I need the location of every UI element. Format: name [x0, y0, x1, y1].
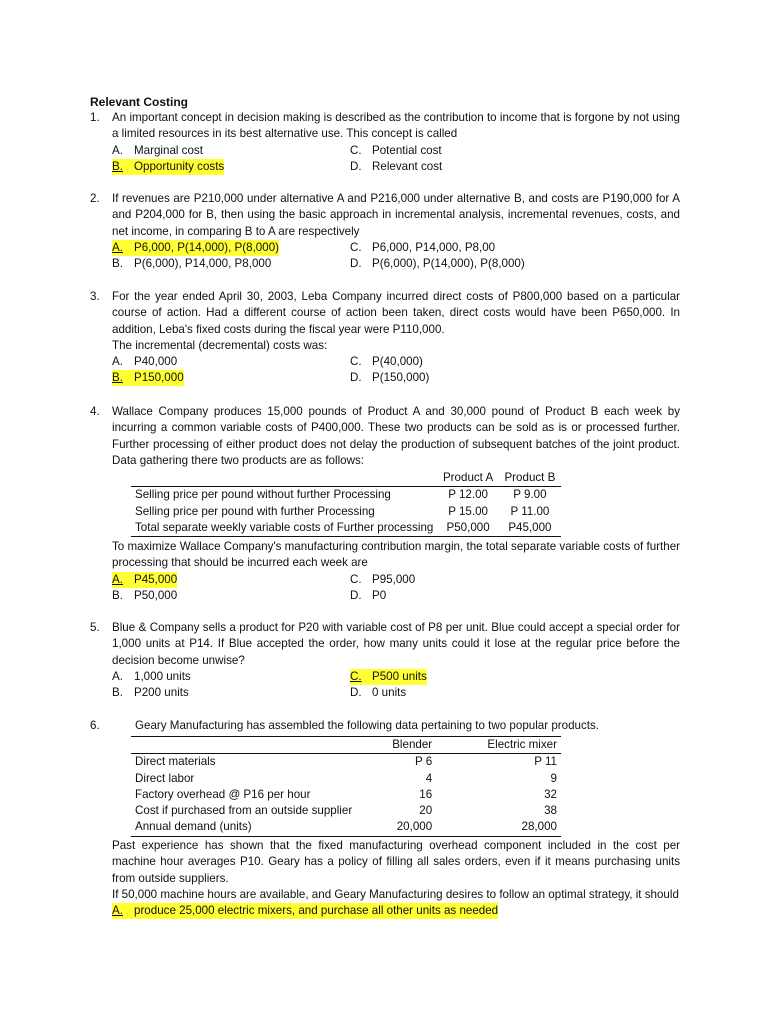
option-c: C. P95,000 [350, 572, 416, 586]
question-subtext: Past experience has shown that the fixed manufacturing overhead component included in the cost per machine hour averages P10. Geary has a policy of filling all sales orders, even if it means purchasing units from outside suppliers. [112, 839, 680, 885]
table-cell: P 11.00 [510, 504, 550, 518]
table-cell: 32 [544, 787, 557, 801]
option-a: A. 1,000 units [112, 669, 191, 683]
table-row [131, 803, 561, 819]
options [112, 354, 680, 386]
question-text: An important concept in decision making is described as the contribution to income that is forgone by not using a limited resources in its best alternative use. This concept is called [112, 111, 680, 141]
products-table [131, 470, 561, 537]
table-cell: P 11 [534, 755, 557, 769]
question-4 [90, 404, 680, 469]
option-b: B. P(6,000), P14,000, P8,000 [112, 256, 272, 270]
question-text: Blue & Company sells a product for P20 with variable cost of P8 per unit. Blue could accept a special order for 1,000 units at P14. If Blue accepted the order, how many units could it lose at the regular price before the decision become unwise? [112, 621, 680, 667]
question-6 [90, 718, 680, 734]
table-row [131, 504, 561, 520]
table-header: Product B [499, 470, 561, 487]
question-3 [90, 289, 680, 386]
table-header: Product A [437, 470, 498, 487]
option-b-answer: B. P150,000 [112, 370, 184, 386]
option-a: A. P40,000 [112, 355, 178, 369]
table-cell: 20 [419, 804, 433, 818]
option-d: D. P(6,000), P(14,000), P(8,000) [350, 256, 525, 270]
question-number: 4. [90, 405, 100, 418]
table-cell: Annual demand (units) [131, 819, 359, 836]
table-header: Blender [359, 737, 436, 754]
table-cell: P 9.00 [513, 488, 547, 502]
option-c: C. Potential cost [350, 143, 442, 157]
option-c: C. P6,000, P14,000, P8,00 [350, 240, 496, 254]
table-row [131, 787, 561, 803]
table-row [131, 754, 561, 771]
option-b: B. P50,000 [112, 588, 178, 602]
products-cost-table [131, 736, 561, 837]
question-text: For the year ended April 30, 2003, Leba Company incurred direct costs of P800,000 based on a particular course of action. Had a different course of action been taken, direct costs would have been P650,000. In addition, Leba's fixed costs during the fiscal year were P110,000. [112, 290, 680, 336]
question-subtext: To maximize Wallace Company's manufacturing contribution margin, the total separate variable costs of further processing that should be incurred each week are [112, 540, 680, 570]
table-cell: Direct materials [135, 755, 216, 769]
options [112, 572, 680, 604]
table-header [131, 470, 437, 487]
option-c-answer: C. P500 units [350, 669, 427, 685]
table-cell: 4 [425, 771, 433, 785]
table-row [131, 771, 561, 787]
options [112, 143, 680, 175]
option-b: B. P200 units [112, 685, 189, 699]
question-text: If revenues are P210,000 under alternative A and P216,000 under alternative B, and costs are P190,000 for A and P204,000 for B, then using the basic approach in incremental analysis, incremental revenues, costs, and net income, in comparing B to A are respectively [112, 192, 680, 238]
table-row [131, 819, 561, 836]
document-title: Relevant Costing [90, 95, 189, 109]
question-4-continued [90, 539, 680, 604]
options [112, 240, 680, 272]
options [112, 903, 680, 919]
question-number: 5. [90, 621, 100, 634]
table-row [131, 487, 561, 504]
question-1 [90, 110, 680, 175]
table-header [131, 737, 359, 754]
table-header-row [131, 470, 561, 487]
table-cell: P 15.00 [448, 504, 488, 518]
option-a-answer: A. P6,000, P(14,000), P(8,000) [112, 240, 279, 256]
option-d: D. 0 units [350, 685, 407, 699]
table-cell: P45,000 [499, 520, 561, 537]
table-cell: Direct labor [135, 771, 195, 785]
question-number: 2. [90, 192, 100, 205]
table-cell: 28,000 [436, 819, 561, 836]
table-cell: Selling price per pound with further Processing [135, 504, 375, 518]
option-d: D. P0 [350, 588, 387, 602]
question-number: 3. [90, 290, 100, 303]
options [112, 669, 680, 701]
table-header: Electric mixer [436, 737, 561, 754]
option-a-answer: A. produce 25,000 electric mixers, and purchase all other units as needed [112, 903, 498, 919]
option-a-answer: A. P45,000 [112, 572, 177, 588]
table-cell: Total separate weekly variable costs of Further processing [131, 520, 437, 537]
table-cell: 16 [419, 787, 433, 801]
option-d: D. Relevant cost [350, 159, 443, 173]
table-cell: 38 [544, 804, 557, 818]
question-text: Wallace Company produces 15,000 pounds of Product A and 30,000 pound of Product B each week by incurring a common variable costs of P400,000. These two products can be sold as is or processed further. Further processing of either product does not delay the production of subsequent batches of the joint product. Data gathering there two products are as follows: [112, 405, 680, 467]
table-cell: P 12.00 [448, 488, 488, 502]
question-2 [90, 191, 680, 272]
question-subtext: The incremental (decremental) costs was: [112, 338, 328, 352]
table-cell: Selling price per pound without further Processing [135, 488, 391, 502]
option-c: C. P(40,000) [350, 355, 423, 369]
question-number: 6. [90, 719, 100, 732]
option-b-answer: B. Opportunity costs [112, 159, 224, 175]
table-cell: Cost if purchased from an outside supplier [135, 804, 353, 818]
table-header-row [131, 737, 561, 754]
question-subtext: If 50,000 machine hours are available, and Geary Manufacturing desires to follow an optimal strategy, it should [112, 887, 679, 901]
table-cell: Factory overhead @ P16 per hour [135, 787, 311, 801]
table-cell: 20,000 [359, 819, 436, 836]
option-a: A. Marginal cost [112, 143, 203, 157]
table-row [131, 520, 561, 537]
table-cell: P 6 [414, 755, 433, 769]
question-number: 1. [90, 111, 100, 124]
table-cell: 9 [550, 771, 557, 785]
question-text: Geary Manufacturing has assembled the following data pertaining to two popular products. [135, 719, 600, 732]
option-d: D. P(150,000) [350, 371, 430, 385]
table-cell: P50,000 [437, 520, 498, 537]
question-5 [90, 620, 680, 701]
question-6-continued [90, 838, 680, 919]
